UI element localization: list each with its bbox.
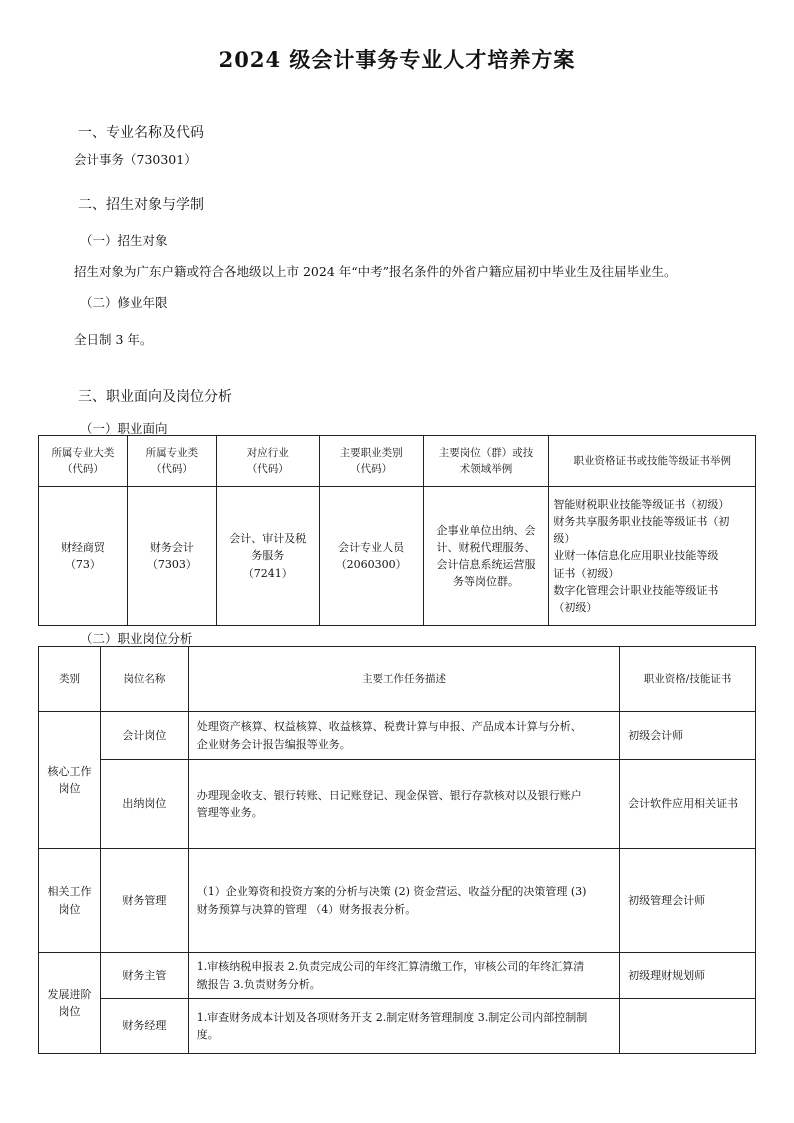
enrollment-target-text: 招生对象为广东户籍或符合各地级以上市 2024 年“中考”报名条件的外省户籍应届初中毕业生及往届毕业生。 (74, 264, 677, 279)
header-certificate: 职业资格/技能证书 (620, 647, 756, 712)
position-name: 财务经理 (100, 999, 188, 1054)
header-major-class: 所属专业类 （代码） (127, 436, 216, 487)
section-2-heading: 二、招生对象与学制 (78, 197, 204, 213)
major-name-code: 会计事务（730301） (74, 152, 197, 167)
position-name: 财务管理 (100, 849, 188, 953)
certificate: 初级会计师 (620, 712, 756, 760)
section-1-heading: 一、专业名称及代码 (78, 125, 204, 141)
task-description: 1.审核纳税申报表 2.负责完成公司的年终汇算清缴工作，审核公司的年终汇算清 缴报告 3.负责财务分析。 (188, 953, 619, 999)
position-name: 会计岗位 (100, 712, 188, 760)
cell-positions: 企事业单位出纳、会 计、财税代理服务、 会计信息系统运营服 务等岗位群。 (423, 487, 549, 626)
table-header-row (39, 647, 756, 712)
certificate (620, 999, 756, 1054)
cell-certificates: 智能财税职业技能等级证书（初级） 财务共享服务职业技能等级证书（初 级） 业财一体信息化应用职业技能等级 证书（初级） 数字化管理会计职业技能等级证书 （初级） (549, 487, 756, 626)
table-row (39, 712, 756, 760)
table-row (39, 849, 756, 953)
table-row (39, 953, 756, 999)
certificate: 初级管理会计师 (620, 849, 756, 953)
table-header-row (39, 436, 756, 487)
study-length-text: 全日制 3 年。 (74, 332, 153, 347)
cell-major-class: 财务会计 （7303） (127, 487, 216, 626)
table-row (39, 999, 756, 1054)
header-major-category: 所属专业大类 （代码） (39, 436, 128, 487)
category-related: 相关工作 岗位 (39, 849, 101, 953)
header-task-description: 主要工作任务描述 (188, 647, 619, 712)
header-certificates: 职业资格证书或技能等级证书举例 (549, 436, 756, 487)
header-occupation: 主要职业类别 （代码） (319, 436, 423, 487)
position-analysis-table (38, 646, 756, 1054)
table-row (39, 487, 756, 626)
position-name: 出纳岗位 (100, 760, 188, 849)
header-positions: 主要岗位（群）或技 术领域举例 (423, 436, 549, 487)
task-description: 办理现金收支、银行转账、日记账登记、现金保管、银行存款核对以及银行账户 管理等业务。 (188, 760, 619, 849)
page-title: 2024 级会计事务专业人才培养方案 (218, 47, 576, 72)
category-core: 核心工作 岗位 (39, 712, 101, 849)
header-industry: 对应行业 （代码） (216, 436, 319, 487)
subsection-position-analysis: （二）职业岗位分析 (80, 631, 193, 646)
certificate: 会计软件应用相关证书 (620, 760, 756, 849)
cell-industry: 会计、审计及税 务服务 （7241） (216, 487, 319, 626)
certificate: 初级理财规划师 (620, 953, 756, 999)
category-advanced: 发展进阶 岗位 (39, 953, 101, 1054)
cell-occupation: 会计专业人员 （2060300） (319, 487, 423, 626)
subsection-study-length: （二）修业年限 (80, 295, 168, 310)
position-name: 财务主管 (100, 953, 188, 999)
cell-major-category: 财经商贸 （73） (39, 487, 128, 626)
header-category: 类别 (39, 647, 101, 712)
task-description: （1）企业筹资和投资方案的分析与决策 (2) 资金营运、收益分配的决策管理 (3) 财务预算与决算的管理 （4）财务报表分析。 (188, 849, 619, 953)
header-position-name: 岗位名称 (100, 647, 188, 712)
task-description: 1.审查财务成本计划及各项财务开支 2.制定财务管理制度 3.制定公司内部控制制 度。 (188, 999, 619, 1054)
section-3-heading: 三、职业面向及岗位分析 (78, 389, 232, 405)
table-row (39, 760, 756, 849)
career-orientation-table (38, 435, 756, 626)
subsection-career-orientation: （一）职业面向 (80, 421, 168, 436)
subsection-enrollment-target: （一）招生对象 (80, 233, 168, 248)
task-description: 处理资产核算、权益核算、收益核算、税费计算与申报、产品成本计算与分析、 企业财务会计报告编报等业务。 (188, 712, 619, 760)
